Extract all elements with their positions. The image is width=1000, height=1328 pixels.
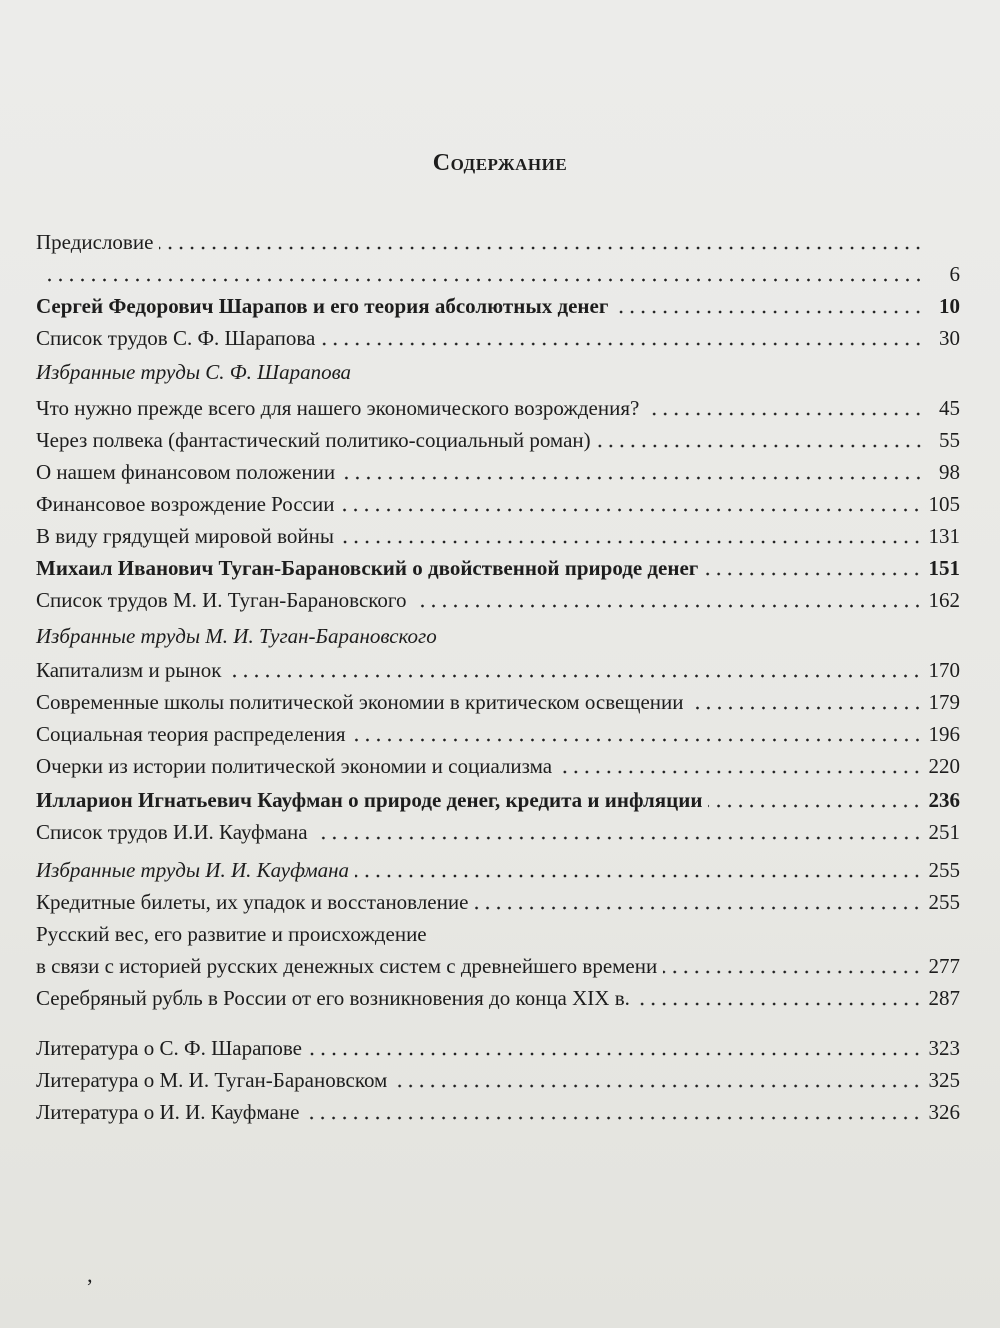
toc-entry-title: Избранные труды М. И. Туган-Барановского [36, 624, 437, 648]
toc-entry-title: Литература о С. Ф. Шарапове [36, 1036, 302, 1060]
leader-dots [393, 1084, 922, 1088]
toc-entry [36, 782, 960, 814]
toc-entry [36, 916, 960, 948]
toc-entry [36, 486, 960, 518]
toc-entry [36, 390, 960, 422]
leader-dots [690, 706, 923, 710]
leader-dots [704, 572, 922, 576]
leader-dots [42, 278, 924, 282]
toc-entry [36, 684, 960, 716]
toc-entry-title: Илларион Игнатьевич Кауфман о природе денег, кредита и инфляции [36, 788, 703, 812]
toc-entry-title: Что нужно прежде всего для нашего экономического возрождения? [36, 396, 640, 420]
leader-dots [597, 444, 924, 448]
toc-entry-title: Литература о М. И. Туган-Барановском [36, 1068, 388, 1092]
toc-entry [36, 224, 960, 256]
toc-entry-page: 287 [928, 986, 960, 1010]
toc-entry-page: 98 [939, 460, 960, 484]
leader-dots [708, 804, 922, 808]
toc-entry [36, 652, 960, 684]
toc-entry-title: Через полвека (фантастический политико-социальный роман) [36, 428, 591, 452]
leader-dots [340, 508, 922, 512]
toc-entry-title: Литература о И. И. Кауфмане [36, 1100, 300, 1124]
toc-entry-title: Серебряный рубль в России от его возникновения до конца XIX в. [36, 986, 630, 1010]
leader-dots [645, 412, 924, 416]
toc-entry-title: О нашем финансовом положении [36, 460, 336, 484]
toc-entry-title: Кредитные билеты, их упадок и восстановление [36, 890, 469, 914]
toc-entry-page: 151 [928, 556, 960, 580]
leader-dots [413, 604, 923, 608]
toc-entry-title: Михаил Иванович Туган-Барановский о двойственной природе денег [36, 556, 699, 580]
toc-entry-title: В виду грядущей мировой войны [36, 524, 334, 548]
toc-entry-title: Избранные труды И. И. Кауфмана [36, 858, 350, 882]
toc-entry [36, 884, 960, 916]
toc-entry [36, 422, 960, 454]
leader-dots [340, 540, 923, 544]
toc-entry-title: Финансовое возрождение России [36, 492, 335, 516]
toc-entry [36, 716, 960, 748]
toc-entry [36, 1030, 960, 1062]
leader-dots [558, 770, 922, 774]
leader-dots [308, 1052, 923, 1056]
toc-entry [36, 1094, 960, 1126]
leader-dots [663, 970, 922, 974]
leader-dots [636, 1002, 923, 1006]
leader-dots [352, 738, 923, 742]
toc-entry-title: Сергей Федорович Шарапов и его теория абсолютных денег [36, 294, 609, 318]
toc-entry-title: Список трудов М. И. Туган-Барановского [36, 588, 407, 612]
toc-entry-title: Социальная теория распределения [36, 722, 346, 746]
leader-dots [314, 836, 923, 840]
toc-entry-title: Список трудов С. Ф. Шарапова [36, 326, 316, 350]
page-mark: ‚ [86, 1262, 94, 1287]
toc-entry-page: 30 [939, 326, 960, 350]
toc-entry [36, 582, 960, 614]
leader-dots [341, 476, 924, 480]
toc-entry [36, 748, 960, 780]
toc-entry-page: 45 [939, 396, 960, 420]
toc-entry-page: 323 [928, 1036, 960, 1060]
leader-dots [305, 1116, 922, 1120]
leader-dots [321, 342, 924, 346]
toc-entry-page: 326 [928, 1100, 960, 1124]
toc-entry-title: Избранные труды С. Ф. Шарапова [36, 360, 352, 384]
toc-entry [36, 454, 960, 486]
toc-entry-page: 236 [928, 788, 960, 812]
toc-entry-title: Предисловие [36, 230, 154, 254]
toc-entry-page: 179 [928, 690, 960, 714]
toc-entry [36, 256, 960, 288]
leader-dots [227, 674, 922, 678]
toc-entry [36, 288, 960, 320]
toc-entry [36, 948, 960, 980]
toc-entry-page: 255 [928, 858, 960, 882]
toc-entry [36, 550, 960, 582]
toc-entry-page: 170 [928, 658, 960, 682]
bleed-through-text-top [30, 0, 970, 34]
toc-section-heading [36, 852, 960, 884]
toc-entry-page: 105 [928, 492, 960, 516]
toc-entry-page: 277 [928, 954, 960, 978]
leader-dots [474, 906, 922, 910]
toc-entry [36, 980, 960, 1012]
toc-entry-title: Список трудов И.И. Кауфмана [36, 820, 308, 844]
toc-entry-title: Русский вес, его развитие и происхождение [36, 922, 427, 946]
toc-entry-page: 6 [949, 262, 960, 286]
toc-entry-page: 220 [928, 754, 960, 778]
toc-entry-title: Капитализм и рынок [36, 658, 222, 682]
toc-entry-page: 196 [928, 722, 960, 746]
toc-entry [36, 814, 960, 846]
toc-entry-page: 162 [928, 588, 960, 612]
toc-entry [36, 320, 960, 352]
page-title: Содержание [432, 150, 568, 176]
toc-entry-title: Современные школы политической экономии в критическом освещении [36, 690, 684, 714]
toc-entry-page: 55 [939, 428, 960, 452]
toc-entry [36, 518, 960, 550]
toc-section-heading [36, 618, 960, 650]
toc-entry-page: 131 [928, 524, 960, 548]
toc-entry-page: 251 [928, 820, 960, 844]
leader-dots [159, 246, 924, 250]
leader-dots [355, 874, 922, 878]
toc-entry [36, 1062, 960, 1094]
toc-entry-title: в связи с историей русских денежных систем с древнейшего времени [36, 954, 658, 978]
toc-entry-page: 325 [928, 1068, 960, 1092]
toc-entry-page: 10 [939, 294, 960, 318]
leader-dots [614, 310, 924, 314]
toc-entry-title: Очерки из истории политической экономии и социализма [36, 754, 553, 778]
toc-entry-page: 255 [928, 890, 960, 914]
toc-section-heading [36, 354, 960, 386]
